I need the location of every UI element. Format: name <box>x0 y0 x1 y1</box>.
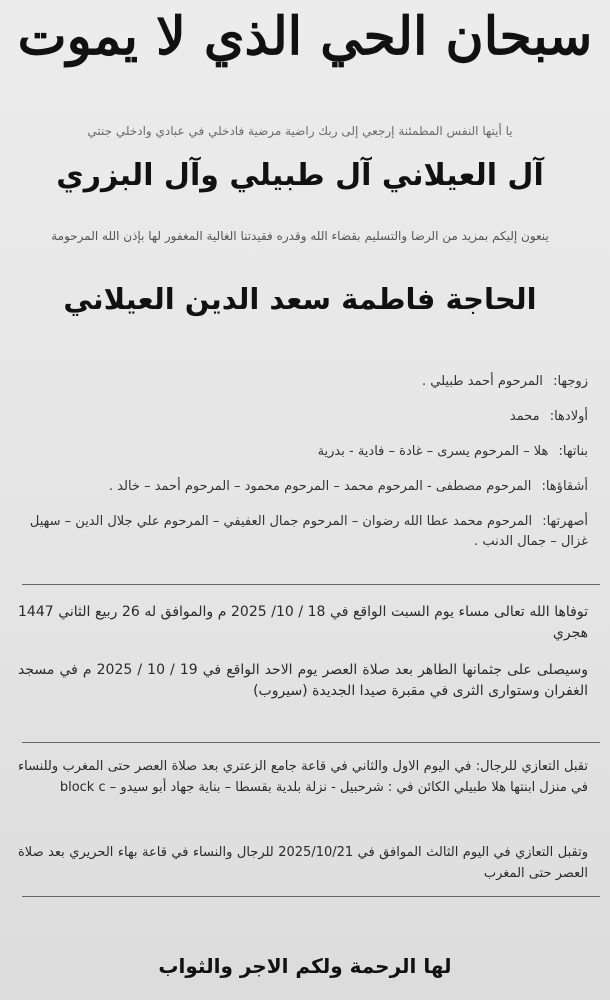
relative-label: زوجها: <box>553 374 588 389</box>
relative-label: أصهرتها: <box>542 514 588 529</box>
relative-row-brothers <box>23 477 588 497</box>
condolences-second: وتقبل التعازي في اليوم الثالث الموافق في 2025/10/21 للرجال والنساء في قاعة بهاء الحريري بعد صلاة العصر حتى المغرب <box>18 845 588 881</box>
announcement-text: ينعون إليكم بمزيد من الرضا والتسليم بقضاء الله وقدره فقيدتنا الغالية المغفور لها بإذن الله المرحومة <box>51 229 549 243</box>
relative-row-husband <box>23 372 588 392</box>
calligraphy-header: سبحان الحي الذي لا يموت <box>17 6 593 67</box>
condolences-first: تقبل التعازي للرجال: في اليوم الاول والثاني في قاعة جامع الزعتري بعد صلاة العصر حتى المغرب وللنساء في منزل ابنتها هلا طبيلي الكائن في : شرحبيل - نزلة بلدية بقسطا – بناية جهاد أبو سيدو – block c <box>18 759 588 795</box>
quran-verse: يا أيتها النفس المطمئنة إرجعي إلى ربك راضية مرضية فادخلي في عبادي وادخلي جنتي <box>87 124 513 138</box>
death-notice: توفاها الله تعالى مساء يوم السبت الواقع في 18 / 10/ 2025 م والموافق له 26 ربيع الثاني 1447 هجري <box>18 604 588 641</box>
family-names: آل العيلاني آل طبيلي وآل البزري <box>56 158 544 193</box>
relative-value: هلا – المرحوم يسرى – غادة – فادية - بدرية <box>317 444 549 459</box>
relative-value: المرحوم أحمد طبيلي . <box>422 374 543 389</box>
relative-value: محمد <box>509 409 540 424</box>
divider-line <box>22 896 600 897</box>
funeral-notice: وسيصلى على جثمانها الطاهر بعد صلاة العصر يوم الاحد الواقع في 19 / 10 / 2025 م في مسجد الغفران وستوارى الثرى في مقبرة صيدا الجديدة (سيروب) <box>18 662 588 699</box>
relative-label: أولادها: <box>549 409 588 424</box>
relative-row-in-laws <box>23 512 588 552</box>
relative-value: المرحوم محمد عطا الله رضوان – المرحوم جمال العفيفي – المرحوم علي جلال الدين – سهيل غزال – جمال الدنب . <box>29 514 588 549</box>
relative-label: بناتها: <box>558 444 588 459</box>
relatives-list <box>23 372 588 567</box>
relative-row-daughters <box>23 442 588 462</box>
deceased-name: الحاجة فاطمة سعد الدين العيلاني <box>63 282 537 316</box>
relative-label: أشقاؤها: <box>541 479 588 494</box>
divider-line <box>22 742 600 743</box>
relative-row-sons <box>23 407 588 427</box>
divider-line <box>22 584 600 585</box>
closing-prayer: لها الرحمة ولكم الاجر والثواب <box>158 954 452 978</box>
relative-value: المرحوم مصطفى - المرحوم محمد – المرحوم محمود – المرحوم أحمد – خالد . <box>108 479 532 494</box>
